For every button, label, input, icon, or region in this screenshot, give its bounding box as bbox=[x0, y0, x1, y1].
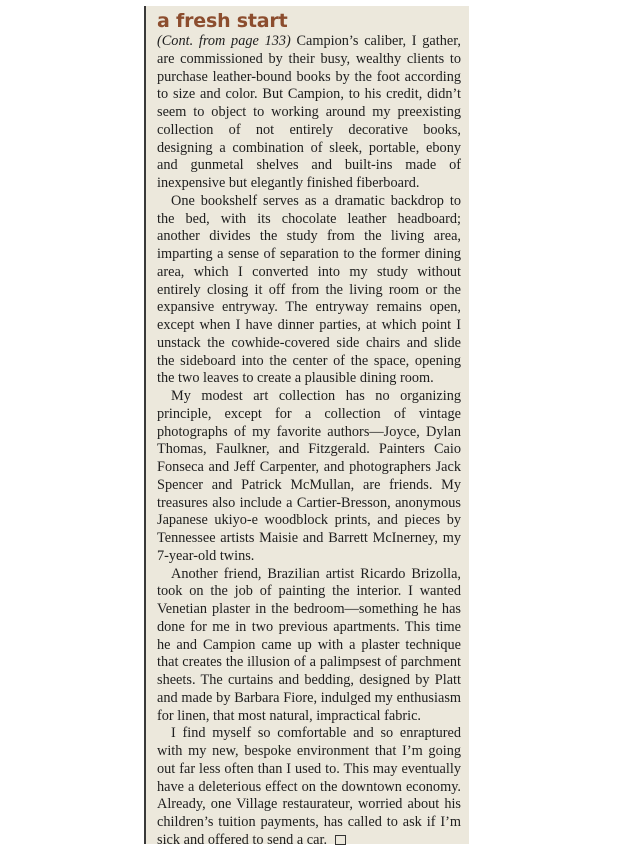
article-paragraph bbox=[157, 33, 461, 193]
article-clipping bbox=[144, 6, 469, 848]
article-body bbox=[157, 33, 461, 850]
article-paragraph: My modest art collection has no organizing principle, except for a collection of vintage photographs of my favorite authors—Joyce, Dylan Thomas, Faulkner, and Fitzgerald. Painters Caio Fonseca and Jeff Carpenter, and photographers Jack Spencer and Patrick McMullan, are friends. My treasures also include a Cartier-Bresson, anonymous Japanese ukiyo-e woodblock prints, and pieces by Tennessee artists Maisie and Barrett McInerney, my 7-year-old twins. bbox=[157, 388, 461, 564]
article-paragraph bbox=[157, 725, 461, 849]
article-paragraph: One bookshelf serves as a dramatic backdrop to the bed, with its chocolate leather headboard; another divides the study from the living area, imparting a sense of separation to the former dining area, which I converted into my study without entirely closing it off from the living room or the expansive entryway. The entryway remains open, except when I have dinner parties, at which point I unstack the cowhide-covered side chairs and slide the sideboard into the center of the space, opening the two leaves to create a plausible dining room. bbox=[157, 192, 461, 387]
paragraph-text: Campion’s caliber, I gather, are commissioned by their busy, wealthy clients to purchase leather-bound books by the foot according to size and color. But Campion, to his credit, didn’t seem to object to working around my preexisting collection of not entirely decorative books, designing a combination of sleek, portable, ebony and gunmetal shelves and built-ins made of inexpensive but elegantly finished fiberboard. bbox=[157, 33, 462, 191]
paragraph-text: I find myself so comfortable and so enraptured with my new, bespoke environment that I’m going out far less often than I used to. This may eventually have a deleterious effect on the downtown economy. Already, one Village restaurateur, worried about his children’s tuition payments, has called to ask if I’m sick and offered to send a car. bbox=[157, 725, 461, 848]
article-paragraph: Another friend, Brazilian artist Ricardo Brizolla, took on the job of painting the interior. I wanted Venetian plaster in the bedroom—something he has done for me in two previous apartments. This time he and Campion came up with a plaster technique that creates the illusion of a palimpsest of parchment sheets. The curtains and bedding, designed by Platt and made by Barbara Fiore, indulged my enthusiasm for linen, that most natural, impractical fabric. bbox=[157, 565, 461, 724]
article-heading: a fresh start bbox=[157, 10, 288, 32]
continuation-note: (Cont. from page 133) bbox=[157, 33, 291, 49]
end-of-article-icon bbox=[335, 835, 346, 845]
